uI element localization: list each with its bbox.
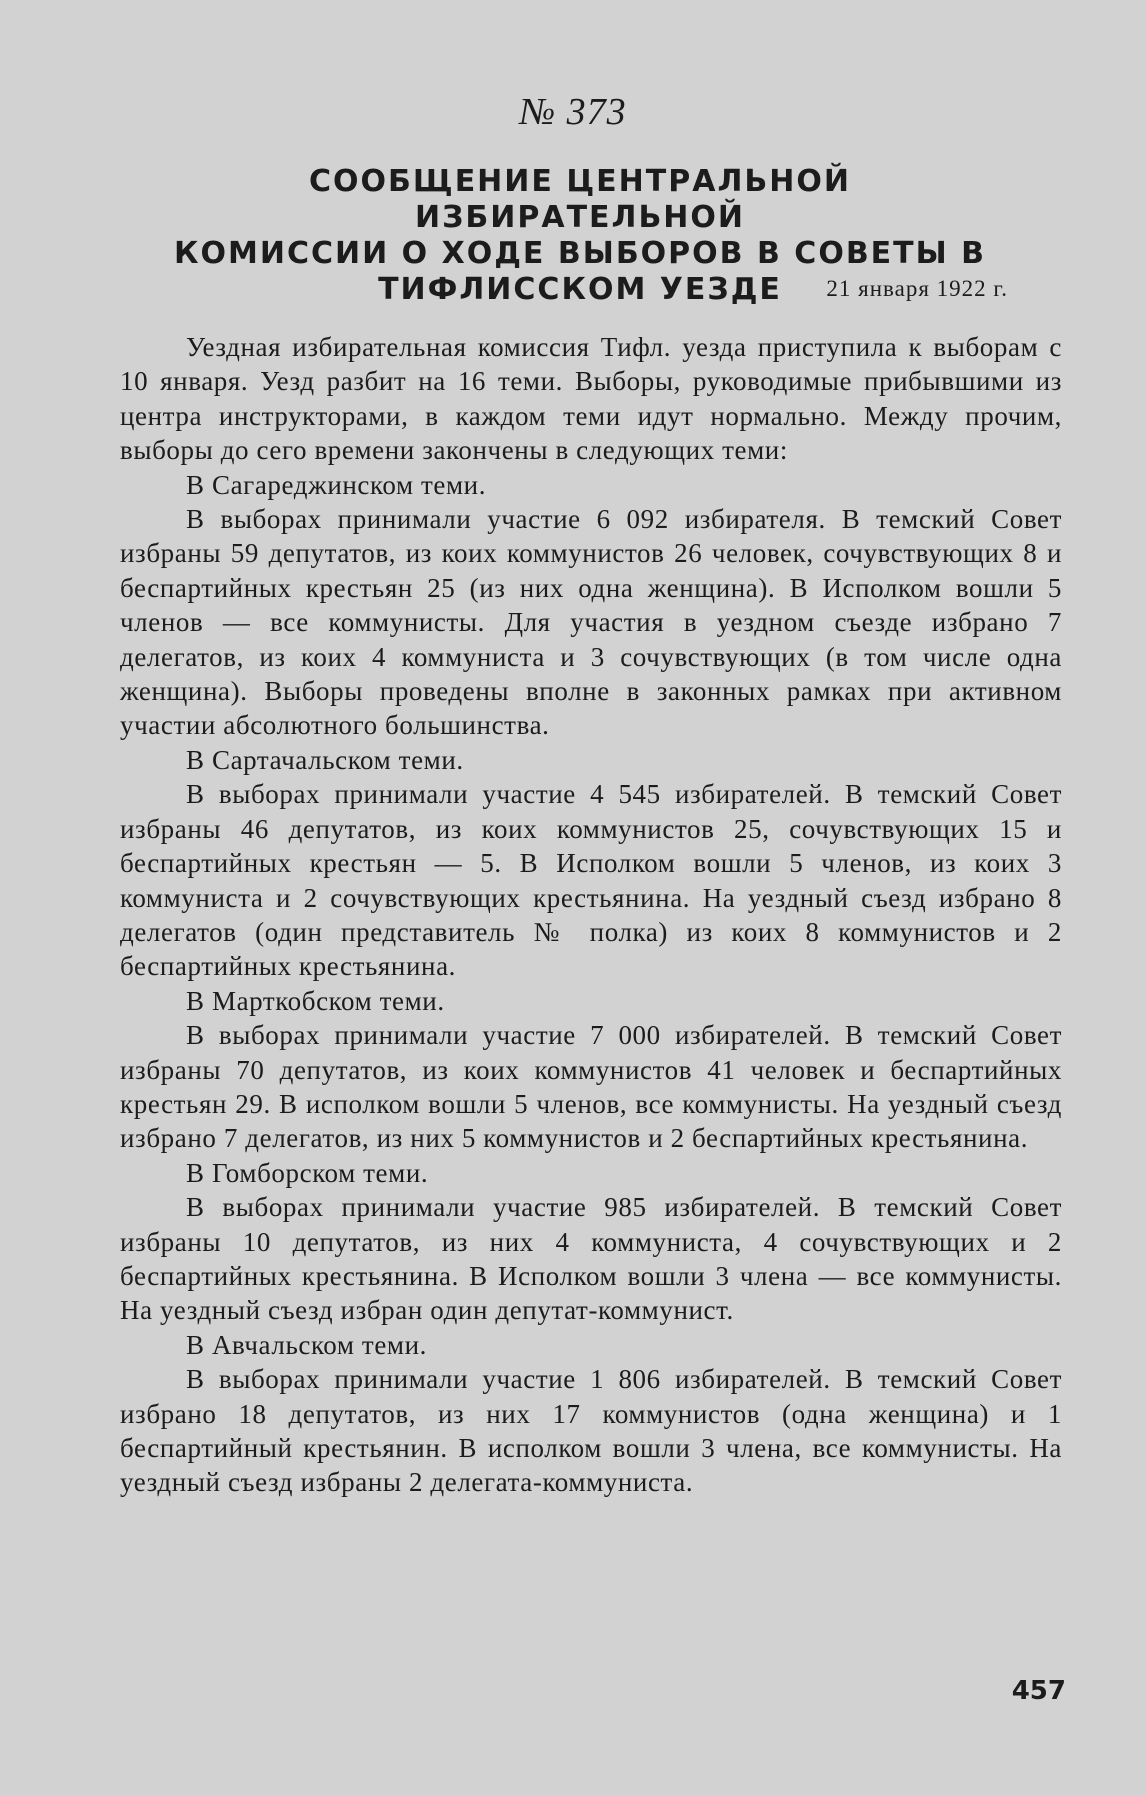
paragraph-gomborsky: В выборах принимали участие 985 избирателей. В темский Совет избраны 10 депутатов, из них 4 коммуниста, 4 сочувствующих и 2 беспартийных крестьянина. В Исполком вошли 3 члена — все коммунисты. На уездный съезд избран один депутат-коммунист. [120,1192,1062,1326]
paragraph-sartachalsky: В выборах принимали участие 4 545 избирателей. В темский Совет избраны 46 депутатов, из коих коммунистов 25, сочувствующих 15 и беспартийных крестьян — 5. В Исполком вошли 5 членов, из коих 3 коммуниста и 2 сочувствующих крестьянина. На уездный съезд избрано 8 делегатов (один представитель № полка) из коих 8 коммунистов и 2 беспартийных крестьянина. [120,779,1062,982]
section-heading-sartachalsky: В Сартачальском теми. [186,744,464,775]
document-number: № 373 [519,91,627,133]
title-line: КОМИССИИ О ХОДЕ ВЫБОРОВ В СОВЕТЫ В [173,236,987,271]
document-body [120,330,1062,1500]
section-heading-martkobsky: В Марткобском теми. [186,985,445,1016]
document-date: 21 января 1922 г. [826,276,1008,301]
title-line: ТИФЛИССКОМ УЕЗДЕ [378,272,782,307]
paragraph-sagaredzhinsky: В выборах принимали участие 6 092 избирателя. В темский Совет избраны 59 депутатов, из коих коммунистов 26 человек, сочувствующих 8 и беспартийных крестьян 25 (из них одна женщина). В Исполком вошли 5 членов — все коммунисты. Для участия в уездном съезде избрано 7 делегатов, из коих 4 коммуниста и 3 сочувствующих (в том числе одна женщина). Выборы проведены вполне в законных рамках при активном участии абсолютного большинства. [120,504,1062,741]
paragraph-martkobsky: В выборах принимали участие 7 000 избирателей. В темский Совет избраны 70 депутатов, из коих коммунистов 41 человек и беспартийных крестьян 29. В исполком вошли 5 членов, все коммунисты. На уездный съезд избрано 7 делегатов, из них 5 коммунистов и 2 беспартийных крестьянина. [120,1020,1062,1154]
page-number: 457 [1011,1676,1066,1706]
title-line: СООБЩЕНИЕ ЦЕНТРАЛЬНОЙ ИЗБИРАТЕЛЬНОЙ [309,164,851,235]
section-heading-avchalsky: В Авчальском теми. [186,1329,427,1360]
paragraph-intro: Уездная избирательная комиссия Тифл. уезда приступила к выборам с 10 января. Уезд разбит на 16 теми. Выборы, руководимые прибывшими из центра инструкторами, в каждом теми идут нормально. Между прочим, выборы до сего времени закончены в следующих теми: [120,332,1062,466]
section-heading-gomborsky: В Гомборском теми. [186,1157,429,1188]
paragraph-avchalsky: В выборах принимали участие 1 806 избирателей. В темский Совет избрано 18 депутатов, из них 17 коммунистов (одна женщина) и 1 беспартийный крестьянин. В исполком вошли 3 члена, все коммунисты. На уездный съезд избраны 2 делегата-коммуниста. [120,1364,1062,1498]
section-heading-sagaredzhinsky: В Сагареджинском теми. [186,469,487,500]
